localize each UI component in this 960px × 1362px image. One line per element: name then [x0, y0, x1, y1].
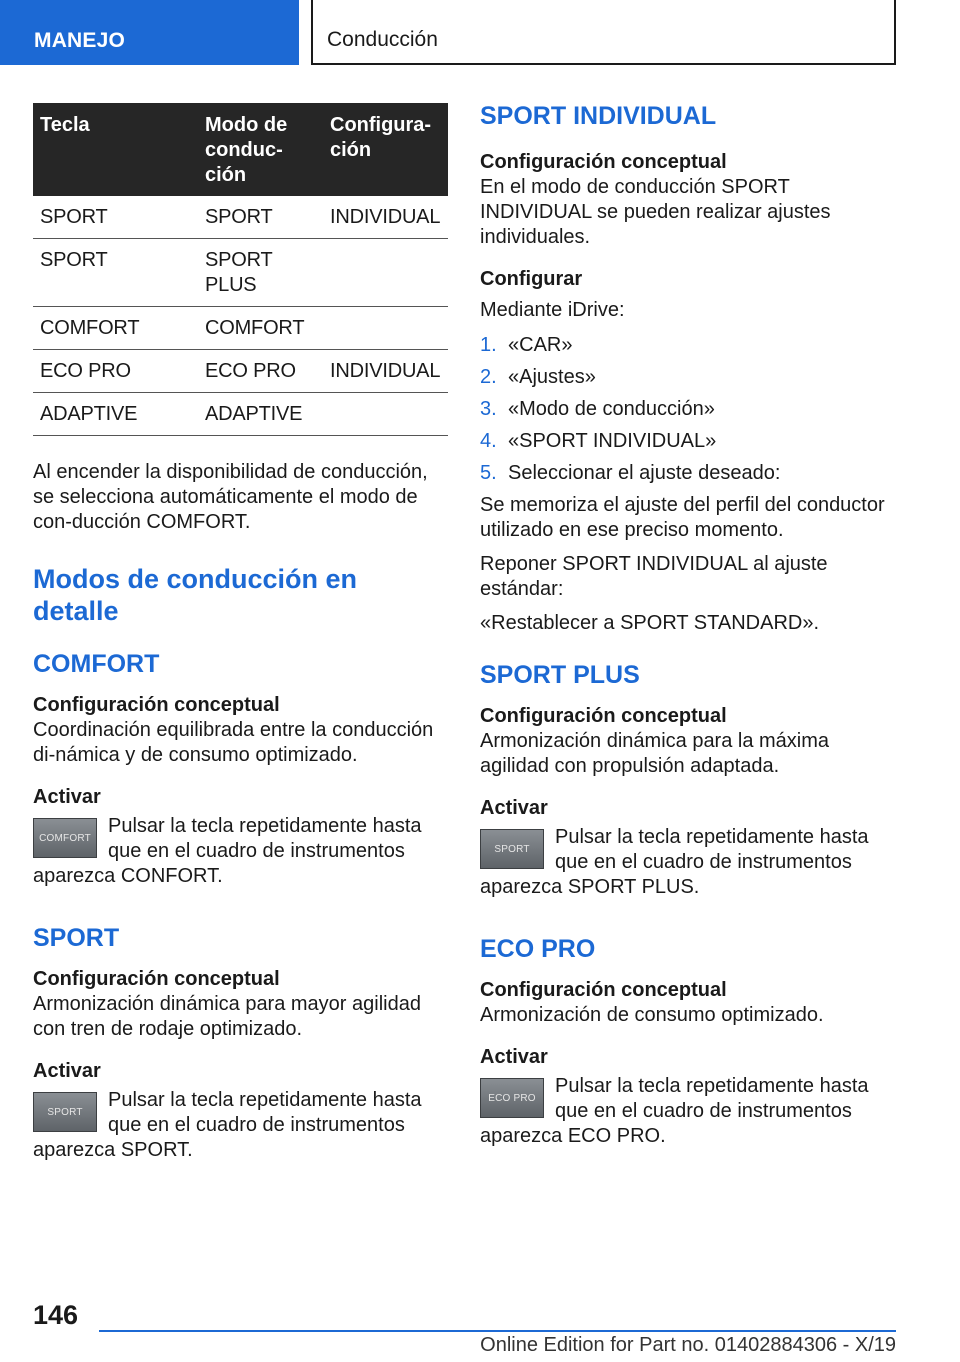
table-cell: INDIVIDUAL — [323, 196, 448, 239]
table-row — [33, 350, 448, 393]
subheading: Activar — [480, 1046, 548, 1068]
sport-activate-text: Pulsar la tecla repetidamente hasta que en el cuadro de instrumentos aparezca SPORT. — [33, 1089, 422, 1161]
table-cell: ADAPTIVE — [33, 393, 198, 436]
sport-activate — [33, 1088, 448, 1163]
table-cell: SPORT PLUS — [198, 239, 323, 307]
sport-plus-activate — [480, 825, 900, 900]
section-heading: Modos de conducción en detalle — [33, 564, 358, 626]
memo-text: Se memoriza el ajuste del perfil del conductor utilizado en ese preciso momento. — [480, 494, 885, 541]
eco-pro-activate-text: Pulsar la tecla repetidamente hasta que en el cuadro de instrumentos aparezca ECO PRO. — [480, 1075, 869, 1147]
eco-pro-concept-text: Armonización de consumo optimizado. — [480, 1004, 824, 1026]
step-text: Seleccionar el ajuste deseado: — [508, 462, 781, 484]
comfort-concept-text: Coordinación equilibrada entre la conducción di-námica y de consumo optimizado. — [33, 719, 434, 766]
footer-divider — [99, 1330, 896, 1332]
step-number: 5. — [480, 462, 497, 484]
subheading: Activar — [33, 786, 101, 808]
comfort-activate — [33, 814, 448, 889]
list-item — [480, 365, 900, 390]
reset-text: Reponer SPORT INDIVIDUAL al ajuste estándar: — [480, 553, 828, 600]
step-number: 3. — [480, 398, 497, 420]
drive-mode-table — [33, 103, 448, 436]
eco-pro-title: ECO PRO — [480, 935, 596, 963]
step-text: «Modo de conducción» — [508, 398, 715, 420]
sport-plus-activate-text: Pulsar la tecla repetidamente hasta que en el cuadro de instrumentos aparezca SPORT PLUS. — [480, 826, 869, 898]
sport-individual-concept-text: En el modo de conducción SPORT INDIVIDUAL se pueden realizar ajustes individuales. — [480, 176, 831, 248]
table-cell: SPORT — [33, 196, 198, 239]
table-header: Configura- ción — [330, 114, 432, 161]
table-cell: SPORT — [198, 196, 323, 239]
table-header-row — [33, 103, 448, 196]
left-column — [33, 103, 448, 1163]
sport-concept-text: Armonización dinámica para mayor agilidad con tren de rodaje optimizado. — [33, 993, 421, 1040]
table-cell: COMFORT — [33, 307, 198, 350]
table-cell: ECO PRO — [33, 350, 198, 393]
chapter-title: Conducción — [311, 0, 896, 65]
table-cell — [323, 307, 448, 350]
sport-plus-concept-text: Armonización dinámica para la máxima agilidad con propulsión adaptada. — [480, 730, 830, 777]
reset-value: «Restablecer a SPORT STANDARD». — [480, 612, 820, 634]
table-row — [33, 239, 448, 307]
table-cell — [323, 393, 448, 436]
table-row — [33, 196, 448, 239]
step-number: 2. — [480, 366, 497, 388]
table-cell: ADAPTIVE — [198, 393, 323, 436]
comfort-key-icon: COMFORT — [33, 818, 97, 858]
eco-pro-key-icon: ECO PRO — [480, 1078, 544, 1118]
subheading: Configurar — [480, 268, 583, 290]
edition-text: Online Edition for Part no. 01402884306 - X/19 — [480, 1334, 896, 1356]
subheading: Configuración conceptual — [33, 968, 280, 990]
table-header: Tecla — [40, 114, 90, 136]
list-item — [480, 429, 900, 454]
table-cell: INDIVIDUAL — [323, 350, 448, 393]
subheading: Activar — [480, 797, 548, 819]
subheading: Activar — [33, 1060, 101, 1082]
table-row — [33, 393, 448, 436]
table-cell: ECO PRO — [198, 350, 323, 393]
step-text: «Ajustes» — [508, 366, 596, 388]
table-row — [33, 307, 448, 350]
sport-individual-title: SPORT INDIVIDUAL — [480, 102, 717, 130]
step-text: «SPORT INDIVIDUAL» — [508, 430, 717, 452]
table-header: Modo de conduc- ción — [205, 114, 288, 186]
sport-key-icon: SPORT — [480, 829, 544, 869]
eco-pro-activate — [480, 1074, 900, 1149]
section-tab: MANEJO — [0, 0, 299, 65]
table-cell: COMFORT — [198, 307, 323, 350]
sport-title: SPORT — [33, 924, 120, 952]
table-cell — [323, 239, 448, 307]
sport-key-icon: SPORT — [33, 1092, 97, 1132]
subheading: Configuración conceptual — [480, 151, 727, 173]
comfort-title: COMFORT — [33, 650, 160, 678]
list-item — [480, 333, 900, 358]
table-cell: SPORT — [33, 239, 198, 307]
config-steps — [480, 333, 900, 486]
right-column — [480, 100, 900, 1149]
config-intro: Mediante iDrive: — [480, 299, 625, 321]
intro-paragraph: Al encender la disponibilidad de conducción, se selecciona automáticamente el modo de con-ducción COMFORT. — [33, 461, 428, 533]
step-number: 1. — [480, 334, 497, 356]
subheading: Configuración conceptual — [480, 979, 727, 1001]
page-number: 146 — [33, 1300, 79, 1330]
step-number: 4. — [480, 430, 497, 452]
list-item — [480, 397, 900, 422]
list-item — [480, 461, 900, 486]
subheading: Configuración conceptual — [33, 694, 280, 716]
comfort-activate-text: Pulsar la tecla repetidamente hasta que en el cuadro de instrumentos aparezca CONFORT. — [33, 815, 422, 887]
step-text: «CAR» — [508, 334, 573, 356]
sport-plus-title: SPORT PLUS — [480, 661, 640, 689]
subheading: Configuración conceptual — [480, 705, 727, 727]
